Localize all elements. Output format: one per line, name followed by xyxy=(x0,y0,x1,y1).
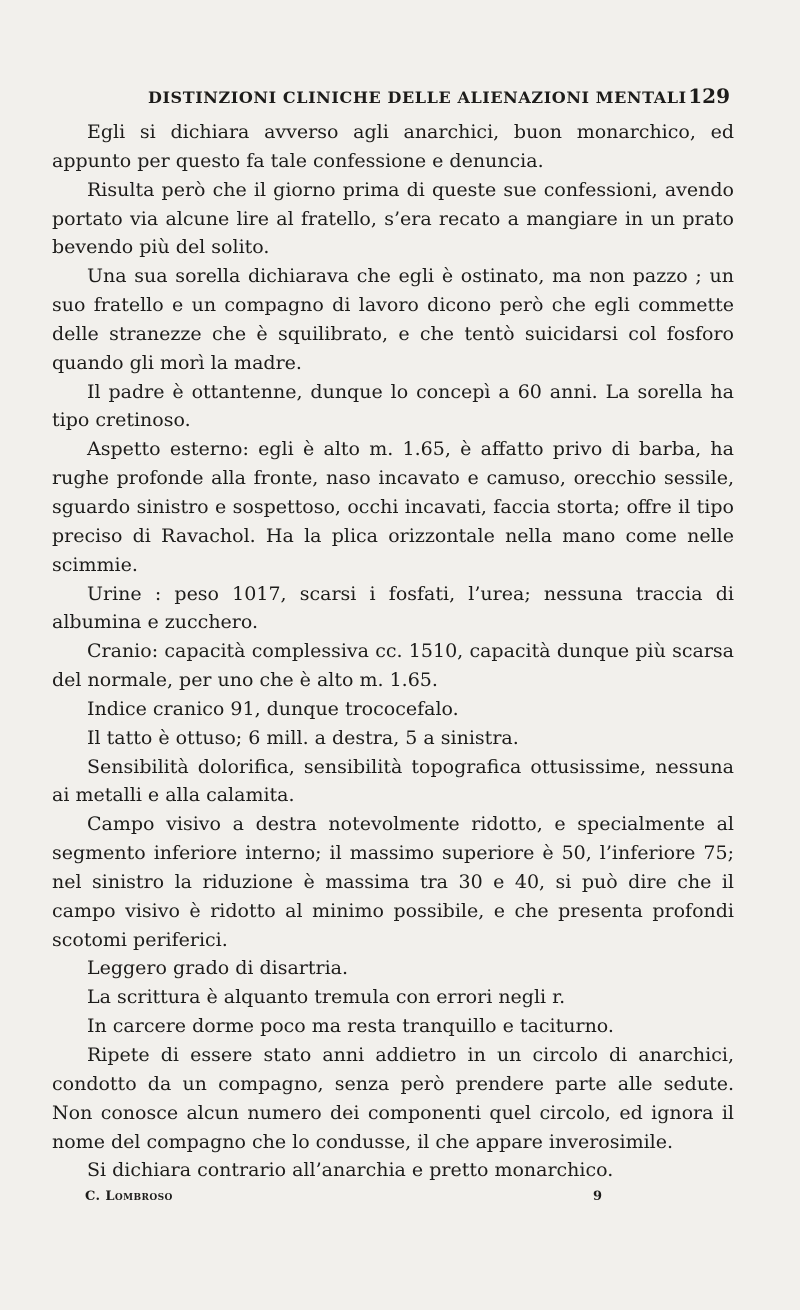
page-number: 129 xyxy=(688,84,730,108)
author-signature: C. Lombroso xyxy=(85,1189,173,1204)
paragraph: Aspetto esterno: egli è alto m. 1.65, è affatto privo di barba, ha rughe profonde alla fronte, naso incavato e camuso, orecchio sessile, sguardo sinistro e sospettoso, occhi incavati, faccia storta; offre il tipo preciso di Ravachol. Ha la plica orizzontale nella mano come nelle scimmie. xyxy=(52,438,734,576)
paragraph: In carcere dorme poco ma resta tranquillo e taciturno. xyxy=(87,1015,614,1038)
paragraph: Ripete di essere stato anni addietro in un circolo di anarchici, condotto da un compagno, senza però prendere parte alle sedute. Non conosce alcun numero dei componenti quel circolo, ed ignora il nome del compagno che lo condusse, il che appare inverosimile. xyxy=(52,1044,734,1153)
paragraph: Urine : peso 1017, scarsi i fosfati, l’urea; nessuna traccia di albumina e zucchero. xyxy=(52,582,734,634)
paragraph: Indice cranico 91, dunque trococefalo. xyxy=(87,697,459,720)
page-header xyxy=(148,86,730,110)
paragraph: Cranio: capacità complessiva cc. 1510, capacità dunque più scarsa del normale, per uno che è alto m. 1.65. xyxy=(52,640,734,692)
paragraph: Si dichiara contrario all’anarchia e pretto monarchico. xyxy=(87,1159,614,1182)
running-title: DISTINZIONI CLINICHE DELLE ALIENAZIONI MENTALI xyxy=(148,88,687,107)
paragraph: La scrittura è alquanto tremula con errori negli r. xyxy=(87,986,566,1009)
paragraph: Leggero grado di disartria. xyxy=(87,957,349,980)
paragraph: Sensibilità dolorifica, sensibilità topografica ottusissime, nessuna ai metalli e alla calamita. xyxy=(52,755,734,807)
paragraph: Il padre è ottantenne, dunque lo concepì a 60 anni. La sorella ha tipo cretinoso. xyxy=(52,380,734,432)
body-text xyxy=(52,118,734,1185)
paragraph: Risulta però che il giorno prima di queste sue confessioni, avendo portato via alcune lire al fratello, s’era recato a mangiare in un prato bevendo più del solito. xyxy=(52,178,734,259)
paragraph: Una sua sorella dichiarava che egli è ostinato, ma non pazzo ; un suo fratello e un compagno di lavoro dicono però che egli commette delle stranezze che è squilibrato, e che tentò suicidarsi col fosforo quando gli morì la madre. xyxy=(52,265,734,374)
paragraph: Campo visivo a destra notevolmente ridotto, e specialmente al segmento inferiore interno; il massimo superiore è 50, l’inferiore 75; nel sinistro la riduzione è massima tra 30 e 40, si può dire che il campo visivo è ridotto al minimo possibile, e che presenta profondi scotomi periferici. xyxy=(52,813,734,951)
paragraph: Il tatto è ottuso; 6 mill. a destra, 5 a sinistra. xyxy=(87,726,519,749)
signature-mark: 9 xyxy=(593,1189,603,1204)
page-footer xyxy=(85,1189,685,1209)
paragraph: Egli si dichiara avverso agli anarchici, buon monarchico, ed appunto per questo fa tale confessione e denuncia. xyxy=(52,121,734,172)
